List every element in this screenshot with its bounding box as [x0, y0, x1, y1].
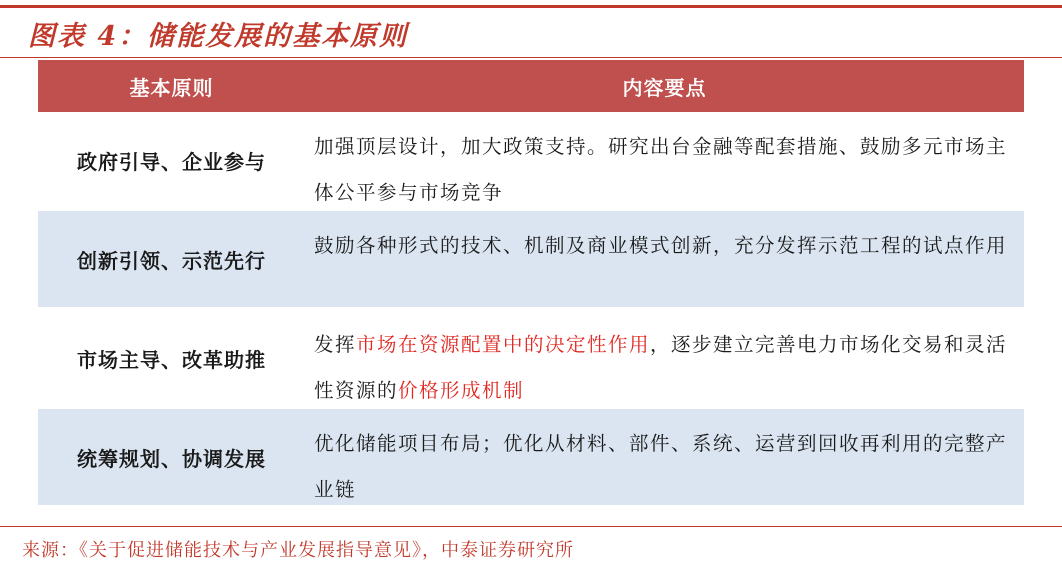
principle-label: 政府引导、企业参与 [77, 149, 266, 174]
table-row [38, 409, 1024, 508]
principle-label: 创新引领、示范先行 [77, 248, 266, 273]
principle-label: 统筹规划、协调发展 [77, 446, 266, 471]
bottom-rule [0, 526, 1062, 527]
title-rule [0, 57, 1062, 58]
table-row [38, 310, 1024, 409]
highlight-text: 价格形成机制 [398, 379, 525, 402]
content-part: ，逐步建立完善电力市场化交易和灵活性资源的 [314, 333, 1008, 402]
content-text: 鼓励各种形式的技术、机制及商业模式创新，充分发挥示范工程的试点作用 [314, 234, 1008, 257]
figure-title: 图表 4：储能发展的基本原则 [28, 21, 409, 52]
content-text [305, 310, 1024, 406]
content-part: 发挥 [314, 333, 357, 356]
source-note: 来源：《关于促进储能技术与产业发展指导意见》，中泰证券研究所 [22, 540, 574, 561]
table-header [38, 60, 1024, 112]
header-principle: 基本原则 [129, 75, 214, 100]
table-row [38, 112, 1024, 211]
principle-label: 市场主导、改革助推 [77, 347, 266, 372]
content-text: 加强顶层设计，加大政策支持。研究出台金融等配套措施、鼓励多元市场主体公平参与市场竞争 [314, 135, 1008, 204]
content-text: 优化储能项目布局；优化从材料、部件、系统、运营到回收再利用的完整产业链 [314, 432, 1008, 501]
principles-table [38, 60, 1024, 508]
highlight-text: 市场在资源配置中的决定性作用 [356, 333, 651, 356]
header-content: 内容要点 [622, 75, 707, 100]
table-row [38, 211, 1024, 310]
top-rule [0, 5, 1062, 8]
